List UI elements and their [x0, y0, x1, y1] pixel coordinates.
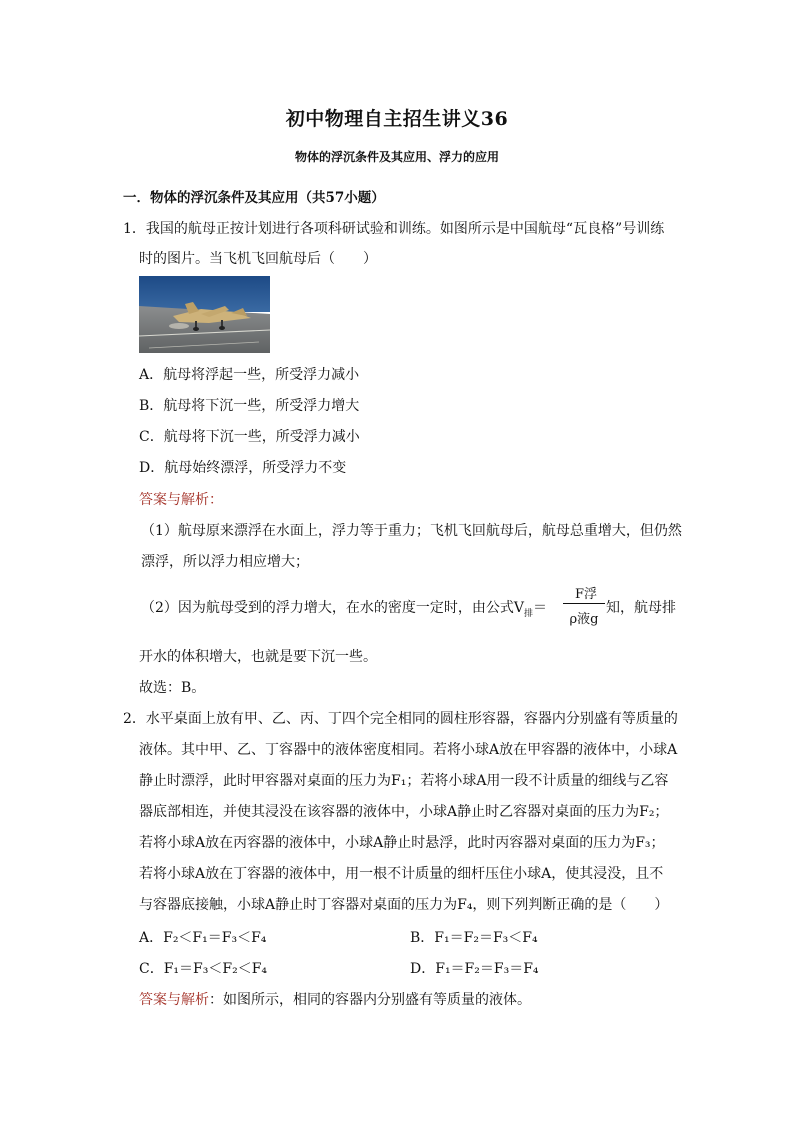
q2-stem-line5: 若将小球A放在丙容器的液体中，小球A静止时悬浮，此时丙容器对桌面的压力为F₃； — [139, 835, 665, 851]
q2-option-d: D．F₁＝F₂＝F₃＝F₄ — [410, 961, 539, 977]
q1-answer-label: 答案与解析： — [139, 492, 223, 508]
q2-stem-line1: 2．水平桌面上放有甲、乙、丙、丁四个完全相同的圆柱形容器，容器内分别盛有等质量的 — [123, 711, 678, 727]
formula-subscript: 排 — [524, 608, 534, 619]
q2-stem-line3: 静止时漂浮，此时甲容器对桌面的压力为F₁；若将小球A用一段不计质量的细线与乙容 — [139, 773, 669, 789]
q1-explanation-1-line1: （1）航母原来漂浮在水面上，浮力等于重力；飞机飞回航母后，航母总重增大，但仍然 — [141, 523, 682, 539]
q2-option-b: B．F₁＝F₂＝F₃＜F₄ — [410, 930, 538, 946]
q2-answer-text: ：如图所示，相同的容器内分别盛有等质量的液体。 — [209, 992, 531, 1008]
formula-equals: ＝ — [533, 600, 548, 616]
q1-option-a: A．航母将浮起一些，所受浮力减小 — [139, 367, 360, 383]
q2-stem-line7: 与容器底接触，小球A静止时丁容器对桌面的压力为F₄，则下列判断正确的是（ ） — [139, 897, 669, 913]
formula-trailing-text: 知，航母排 — [606, 600, 676, 616]
q2-answer — [139, 989, 531, 1009]
q1-option-d: D．航母始终漂浮，所受浮力不变 — [139, 460, 347, 476]
q1-explanation-2-line1 — [141, 597, 547, 619]
q1-choice: 故选：B。 — [139, 680, 206, 696]
q1-option-c: C．航母将下沉一些，所受浮力减小 — [139, 429, 360, 445]
fraction-numerator: F浮 — [574, 587, 598, 602]
q2-stem-line4: 器底部相连，并使其浸没在该容器的液体中，小球A静止时乙容器对桌面的压力为F₂； — [139, 804, 669, 820]
fraction-denominator: ρ液g — [569, 612, 599, 627]
q2-stem-line2: 液体。其中甲、乙、丁容器中的液体密度相同。若将小球A放在甲容器的液体中，小球A — [139, 742, 678, 758]
q1-explanation-2-line2: 开水的体积增大，也就是要下沉一些。 — [139, 649, 377, 665]
aircraft-carrier-photo — [139, 276, 270, 353]
q1-stem-line2: 时的图片。当飞机飞回航母后（ ） — [139, 251, 377, 267]
formula-fraction — [563, 583, 605, 629]
page-title: 初中物理自主招生讲义36 — [285, 108, 509, 130]
q2-stem-line6: 若将小球A放在丁容器的液体中，用一根不计质量的细杆压住小球A，使其浸没，且不 — [139, 866, 664, 882]
q1-explanation-1-line2: 漂浮，所以浮力相应增大； — [141, 554, 309, 570]
formula-lead-text: （2）因为航母受到的浮力增大，在水的密度一定时，由公式V — [141, 600, 525, 616]
q1-stem-line1: 1．我国的航母正按计划进行各项科研试验和训练。如图所示是中国航母“瓦良格”号训练 — [123, 221, 665, 237]
q1-option-b: B．航母将下沉一些，所受浮力增大 — [139, 398, 360, 414]
q2-answer-label: 答案与解析 — [139, 992, 209, 1008]
q2-option-a: A．F₂＜F₁＝F₃＜F₄ — [139, 930, 267, 946]
fraction-bar — [563, 603, 605, 604]
page-subtitle: 物体的浮沉条件及其应用、浮力的应用 — [294, 150, 499, 164]
section-heading: 一．物体的浮沉条件及其应用（共57小题） — [123, 190, 385, 206]
q2-option-c: C．F₁＝F₃＜F₂＜F₄ — [139, 961, 268, 977]
